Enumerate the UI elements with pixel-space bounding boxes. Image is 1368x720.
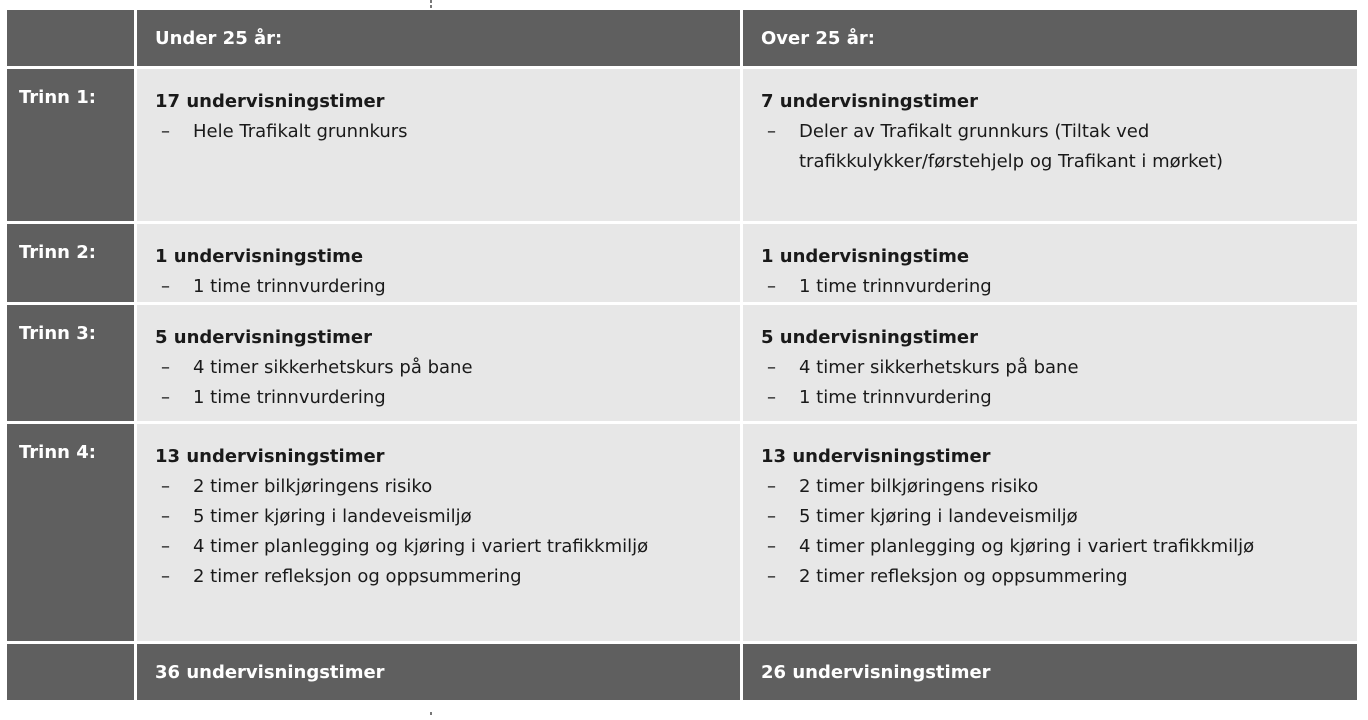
header-corner-cell xyxy=(7,10,134,66)
stage-2-under-cell xyxy=(137,224,740,302)
hours-title: 7 undervisningstimer xyxy=(761,91,979,112)
stage-label: Trinn 2: xyxy=(7,224,134,302)
hours-title: 1 undervisningstime xyxy=(761,246,970,267)
list-item: – 2 timer bilkjøringens risiko xyxy=(761,472,1339,502)
list-item: – 5 timer kjøring i landeveismiljø xyxy=(155,502,722,532)
list-item: – 1 time trinnvurdering xyxy=(761,272,1339,302)
stage-label: Trinn 3: xyxy=(7,305,134,421)
item-list xyxy=(761,117,1339,177)
training-hours-table xyxy=(7,10,1357,710)
list-item: – 5 timer kjøring i landeveismiljø xyxy=(761,502,1339,532)
stage-label: Trinn 1: xyxy=(7,69,134,221)
total-over-25: 26 undervisningstimer xyxy=(743,644,1357,700)
hours-title: 5 undervisningstimer xyxy=(155,327,373,348)
list-item: – 4 timer planlegging og kjøring i variert trafikkmiljø xyxy=(761,532,1339,562)
hours-title: 13 undervisningstimer xyxy=(761,446,991,467)
column-divider-mark xyxy=(430,0,432,3)
stage-4-over-cell xyxy=(743,424,1357,641)
list-item: – Hele Trafikalt grunnkurs xyxy=(155,117,722,147)
header-over-25: Over 25 år: xyxy=(743,10,1357,66)
hours-title: 13 undervisningstimer xyxy=(155,446,385,467)
item-list xyxy=(155,472,722,592)
totals-corner-cell xyxy=(7,644,134,700)
column-divider-mark xyxy=(430,712,432,715)
item-list xyxy=(761,353,1339,413)
list-item: – 4 timer planlegging og kjøring i variert trafikkmiljø xyxy=(155,532,722,562)
list-item: – 1 time trinnvurdering xyxy=(155,272,722,302)
item-list xyxy=(761,472,1339,592)
list-item: – 2 timer bilkjøringens risiko xyxy=(155,472,722,502)
column-divider-mark xyxy=(430,5,432,8)
stage-label: Trinn 4: xyxy=(7,424,134,641)
hours-title: 17 undervisningstimer xyxy=(155,91,385,112)
list-item: – 1 time trinnvurdering xyxy=(761,383,1339,413)
hours-title: 1 undervisningstime xyxy=(155,246,364,267)
stage-3-under-cell xyxy=(137,305,740,421)
list-item: – 1 time trinnvurdering xyxy=(155,383,722,413)
list-item: – 2 timer refleksjon og oppsummering xyxy=(761,562,1339,592)
stage-4-under-cell xyxy=(137,424,740,641)
item-list xyxy=(155,353,722,413)
stage-3-over-cell xyxy=(743,305,1357,421)
item-list xyxy=(761,272,1339,302)
stage-2-over-cell xyxy=(743,224,1357,302)
stage-1-under-cell xyxy=(137,69,740,221)
stage-1-over-cell xyxy=(743,69,1357,221)
header-under-25: Under 25 år: xyxy=(137,10,740,66)
total-under-25: 36 undervisningstimer xyxy=(137,644,740,700)
list-item: – 4 timer sikkerhetskurs på bane xyxy=(155,353,722,383)
item-list xyxy=(155,272,722,302)
list-item: – 2 timer refleksjon og oppsummering xyxy=(155,562,722,592)
item-list xyxy=(155,117,722,147)
list-item: – Deler av Trafikalt grunnkurs (Tiltak ved trafikkulykker/førstehjelp og Trafikant i mørket) xyxy=(761,117,1339,177)
hours-title: 5 undervisningstimer xyxy=(761,327,979,348)
list-item: – 4 timer sikkerhetskurs på bane xyxy=(761,353,1339,383)
